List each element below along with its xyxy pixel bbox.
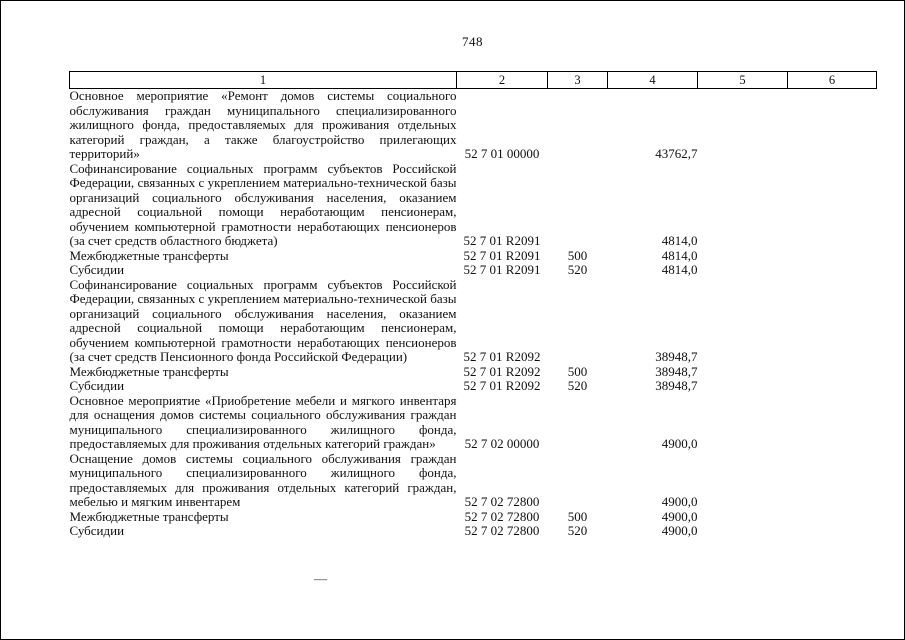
- column-header-3: 3: [548, 72, 608, 89]
- row-title: Субсидии: [69, 262, 125, 277]
- column-header-2: 2: [457, 72, 548, 89]
- table-row: [70, 379, 877, 394]
- table-row: [70, 249, 877, 264]
- amount: 4814,0: [661, 233, 698, 248]
- classification-code: 52 7 01 R2092: [463, 349, 541, 364]
- column-header-5: 5: [698, 72, 788, 89]
- col6-value: [788, 394, 877, 452]
- table-row: [70, 89, 877, 162]
- expense-type-code: [548, 162, 608, 249]
- table-header: [70, 72, 877, 89]
- amount: 4900,0: [661, 508, 698, 524]
- col6-value: [788, 510, 877, 525]
- expense-type-code: [548, 89, 608, 162]
- table-row: [70, 278, 877, 365]
- expense-type-code: [548, 278, 608, 365]
- classification-code: 52 7 02 72800: [464, 508, 540, 524]
- classification-code: 52 7 01 R2092: [463, 378, 541, 393]
- expense-type-code: 520: [567, 523, 588, 538]
- amount: 38948,7: [655, 349, 698, 364]
- expense-type-code: [548, 394, 608, 452]
- col6-value: [788, 249, 877, 264]
- table-header-row: [70, 72, 877, 89]
- row-title: Субсидии: [69, 378, 125, 393]
- column-header-4: 4: [608, 72, 698, 89]
- amount: 38948,7: [655, 363, 698, 379]
- expense-type-code: 500: [567, 247, 588, 263]
- table-row: [70, 510, 877, 525]
- classification-code: 52 7 01 R2091: [463, 247, 541, 263]
- classification-code: 52 7 02 00000: [464, 436, 540, 451]
- col6-value: [788, 263, 877, 278]
- amount: 4900,0: [661, 436, 698, 451]
- col5-value: [698, 249, 788, 264]
- row-title: Межбюджетные трансферты: [69, 363, 229, 379]
- expense-type-code: 520: [567, 262, 588, 277]
- col5-value: [698, 278, 788, 365]
- col6-value: [788, 162, 877, 249]
- col5-value: [698, 162, 788, 249]
- col6-value: [788, 524, 877, 539]
- row-title: Основное мероприятие «Приобретение мебели и мягкого инвентаря для оснащения домов системы социального обслуживания граждан муниципального специализированного жилищного фонда, предоставляемых для проживания отдельных категорий граждан»: [69, 392, 457, 451]
- expense-type-code: [548, 452, 608, 510]
- classification-code: 52 7 02 72800: [464, 494, 540, 509]
- classification-code: 52 7 01 R2091: [463, 233, 541, 248]
- table-row: [70, 452, 877, 510]
- col6-value: [788, 452, 877, 510]
- classification-code: 52 7 02 72800: [464, 523, 540, 538]
- col6-value: [788, 365, 877, 380]
- table-row: [70, 365, 877, 380]
- expense-type-code: 520: [567, 378, 588, 393]
- expense-type-code: 500: [567, 508, 588, 524]
- row-title: Межбюджетные трансферты: [69, 247, 229, 263]
- col5-value: [698, 394, 788, 452]
- amount: 4900,0: [661, 494, 698, 509]
- amount: 4900,0: [661, 523, 698, 538]
- amount: 43762,7: [655, 146, 698, 161]
- amount: 4814,0: [661, 247, 698, 263]
- row-title: Оснащение домов системы социального обслуживания граждан муниципального специализированного жилищного фонда, предоставляемых для проживания отдельных категорий граждан, мебелью и мягким инвентарем: [69, 450, 457, 509]
- row-title: Софинансирование социальных программ субъектов Российской Федерации, связанных с укреплением материально-технической базы организаций социального обслуживания населения, оказанием адресной социальной помощи неработающим пенсионерам, обучением компьютерной грамотности неработающих пенсионеров (за счет средств областного бюджета): [69, 160, 457, 248]
- col6-value: [788, 379, 877, 394]
- col5-value: [698, 263, 788, 278]
- col5-value: [698, 452, 788, 510]
- column-header-1: 1: [70, 72, 457, 89]
- classification-code: 52 7 01 00000: [464, 146, 540, 161]
- table-body: [70, 89, 877, 539]
- col5-value: [698, 524, 788, 539]
- row-title: Межбюджетные трансферты: [69, 508, 229, 524]
- col6-value: [788, 278, 877, 365]
- budget-table: [69, 71, 877, 539]
- column-header-6: 6: [788, 72, 877, 89]
- classification-code: 52 7 01 R2091: [463, 262, 541, 277]
- col5-value: [698, 89, 788, 162]
- col5-value: [698, 365, 788, 380]
- table-row: [70, 524, 877, 539]
- col5-value: [698, 379, 788, 394]
- expense-type-code: 500: [567, 363, 588, 379]
- row-title: Субсидии: [69, 523, 125, 538]
- col5-value: [698, 510, 788, 525]
- table-row: [70, 394, 877, 452]
- row-title: Софинансирование социальных программ субъектов Российской Федерации, связанных с укреплением материально-технической базы организаций социального обслуживания населения, оказанием адресной социальной помощи неработающим пенсионерам, обучением компьютерной грамотности неработающих пенсионеров (за счет средств Пенсионного фонда Российской Федерации): [69, 276, 457, 364]
- table-row: [70, 162, 877, 249]
- classification-code: 52 7 01 R2092: [463, 363, 541, 379]
- col6-value: [788, 89, 877, 162]
- amount: 4814,0: [661, 262, 698, 277]
- table-row: [70, 263, 877, 278]
- page-number: 748: [462, 34, 483, 49]
- amount: 38948,7: [655, 378, 698, 393]
- row-title: Основное мероприятие «Ремонт домов системы социального обслуживания граждан муниципального специализированного жилищного фонда, предоставляемых для проживания отдельных категорий граждан, а также благоустройство прилегающих территорий»: [69, 88, 457, 161]
- footer-mark: —: [314, 571, 326, 586]
